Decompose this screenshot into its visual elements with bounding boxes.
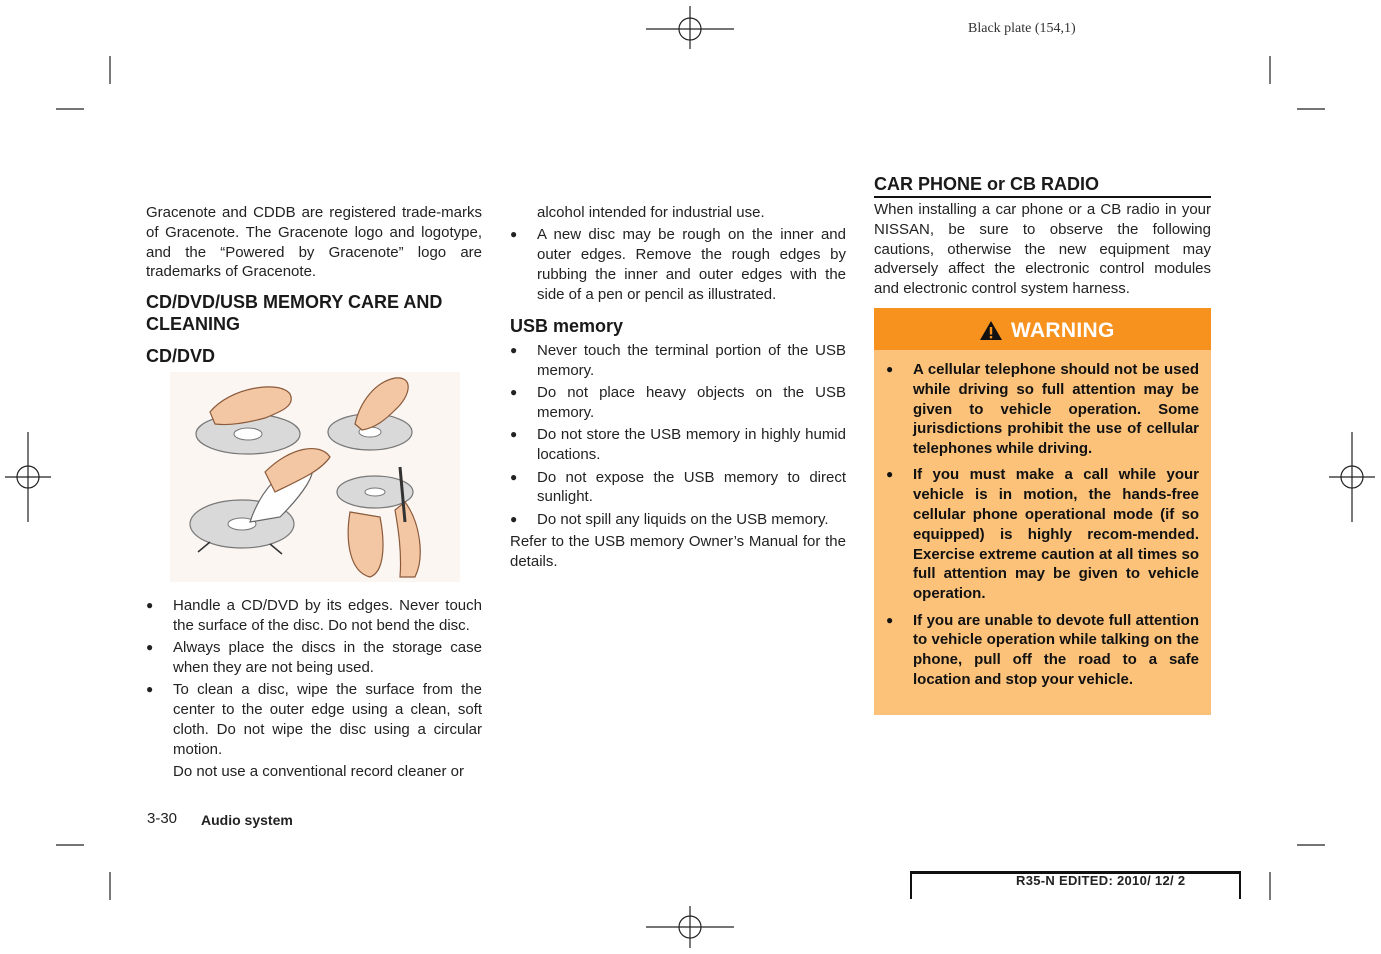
column-left bbox=[146, 203, 482, 282]
bullet-icon: ● bbox=[146, 598, 154, 612]
heading-rule bbox=[874, 196, 1211, 198]
warning-triangle-icon bbox=[979, 320, 1003, 341]
list-item: ● To clean a disc, wipe the surface from the center to the outer edge using a clean, soft cloth. Do not wipe the disc using a circular motion. bbox=[146, 681, 482, 758]
usb-bullets bbox=[510, 341, 846, 572]
list-item: ● A cellular telephone should not be used while driving so full attention may be given to vehicle operation. Some jurisdictions prohibit the use of cellular telephones while driving. bbox=[886, 361, 1199, 458]
edited-rule-right bbox=[1239, 871, 1241, 899]
cd-dvd-subheading: CD/DVD bbox=[146, 346, 216, 366]
list-item: ● Do not store the USB memory in highly humid locations. bbox=[510, 426, 846, 464]
usb-subheading: USB memory bbox=[510, 316, 624, 336]
car-phone-heading: CAR PHONE or CB RADIO bbox=[874, 174, 1100, 194]
list-item: ● Handle a CD/DVD by its edges. Never touch the surface of the disc. Do not bend the disc. bbox=[146, 597, 482, 634]
car-phone-intro: When installing a car phone or a CB radio in your NISSAN, be sure to observe the following cautions, otherwise the new equipment may adversely affect the electronic control modules and electronic control system harness. bbox=[874, 201, 1211, 298]
bullet-icon: ● bbox=[510, 343, 518, 357]
bullet-icon: ● bbox=[146, 682, 154, 697]
list-item: ● Do not expose the USB memory to direct sunlight. bbox=[510, 468, 846, 506]
bullet-icon: ● bbox=[886, 612, 894, 627]
continued-text: alcohol intended for industrial use. bbox=[537, 204, 765, 221]
bullet-icon: ● bbox=[886, 467, 894, 482]
refer-text: Refer to the USB memory Owner’s Manual for the details. bbox=[510, 533, 846, 570]
bullet-icon: ● bbox=[146, 640, 154, 655]
continuation-text: Do not use a conventional record cleaner or bbox=[173, 763, 465, 781]
bullet-icon: ● bbox=[510, 469, 518, 484]
edited-rule-left bbox=[910, 871, 912, 899]
list-item: ● Always place the discs in the storage case when they are not being used. bbox=[146, 639, 482, 676]
bullet-icon: ● bbox=[510, 227, 518, 242]
warning-title: WARNING bbox=[1011, 319, 1115, 342]
warning-list bbox=[886, 360, 1199, 696]
warning-header bbox=[874, 308, 1211, 350]
list-item: ● Do not spill any liquids on the USB memory. bbox=[510, 510, 829, 528]
list-item: ● If you are unable to devote full attention to vehicle operation while talking on the phone, pull off the road to a safe location and stop your vehicle. bbox=[886, 611, 1199, 688]
bullet-icon: ● bbox=[510, 427, 518, 442]
page-number: 3-30 bbox=[147, 810, 178, 827]
cd-bullets bbox=[146, 596, 482, 782]
list-item: ● Do not place heavy objects on the USB memory. bbox=[510, 384, 846, 421]
plate-label: Black plate (154,1) bbox=[968, 21, 1076, 36]
list-item: ● A new disc may be rough on the inner and outer edges. Remove the rough edges by rubbing the inner and outer edges with the side of a pen or pencil as illustrated. bbox=[510, 226, 846, 303]
column-middle bbox=[510, 203, 846, 307]
warning-box bbox=[874, 308, 1211, 715]
gracenote-notice: Gracenote and CDDB are registered trade-marks of Gracenote. The Gracenote logo and logotype, and the “Powered by Gracenote” logo are trademarks of Gracenote. bbox=[146, 204, 482, 281]
section-name: Audio system bbox=[201, 812, 293, 828]
bullet-icon: ● bbox=[510, 511, 518, 526]
bullet-icon: ● bbox=[886, 362, 894, 376]
disc-handling-illustration bbox=[170, 372, 460, 582]
care-heading: CD/DVD/USB MEMORY CARE AND CLEANING bbox=[146, 292, 443, 334]
edited-label: R35-N EDITED: 2010/ 12/ 2 bbox=[1016, 873, 1186, 888]
list-item: ● Never touch the terminal portion of the USB memory. bbox=[510, 342, 846, 379]
bullet-icon: ● bbox=[510, 385, 518, 400]
list-item: ● If you must make a call while your vehicle is in motion, the hands-free cellular phone operational mode (if so equipped) is highly recom-mended. Exercise extreme caution at all times so full attention may be given to vehicle operation. bbox=[886, 466, 1199, 603]
